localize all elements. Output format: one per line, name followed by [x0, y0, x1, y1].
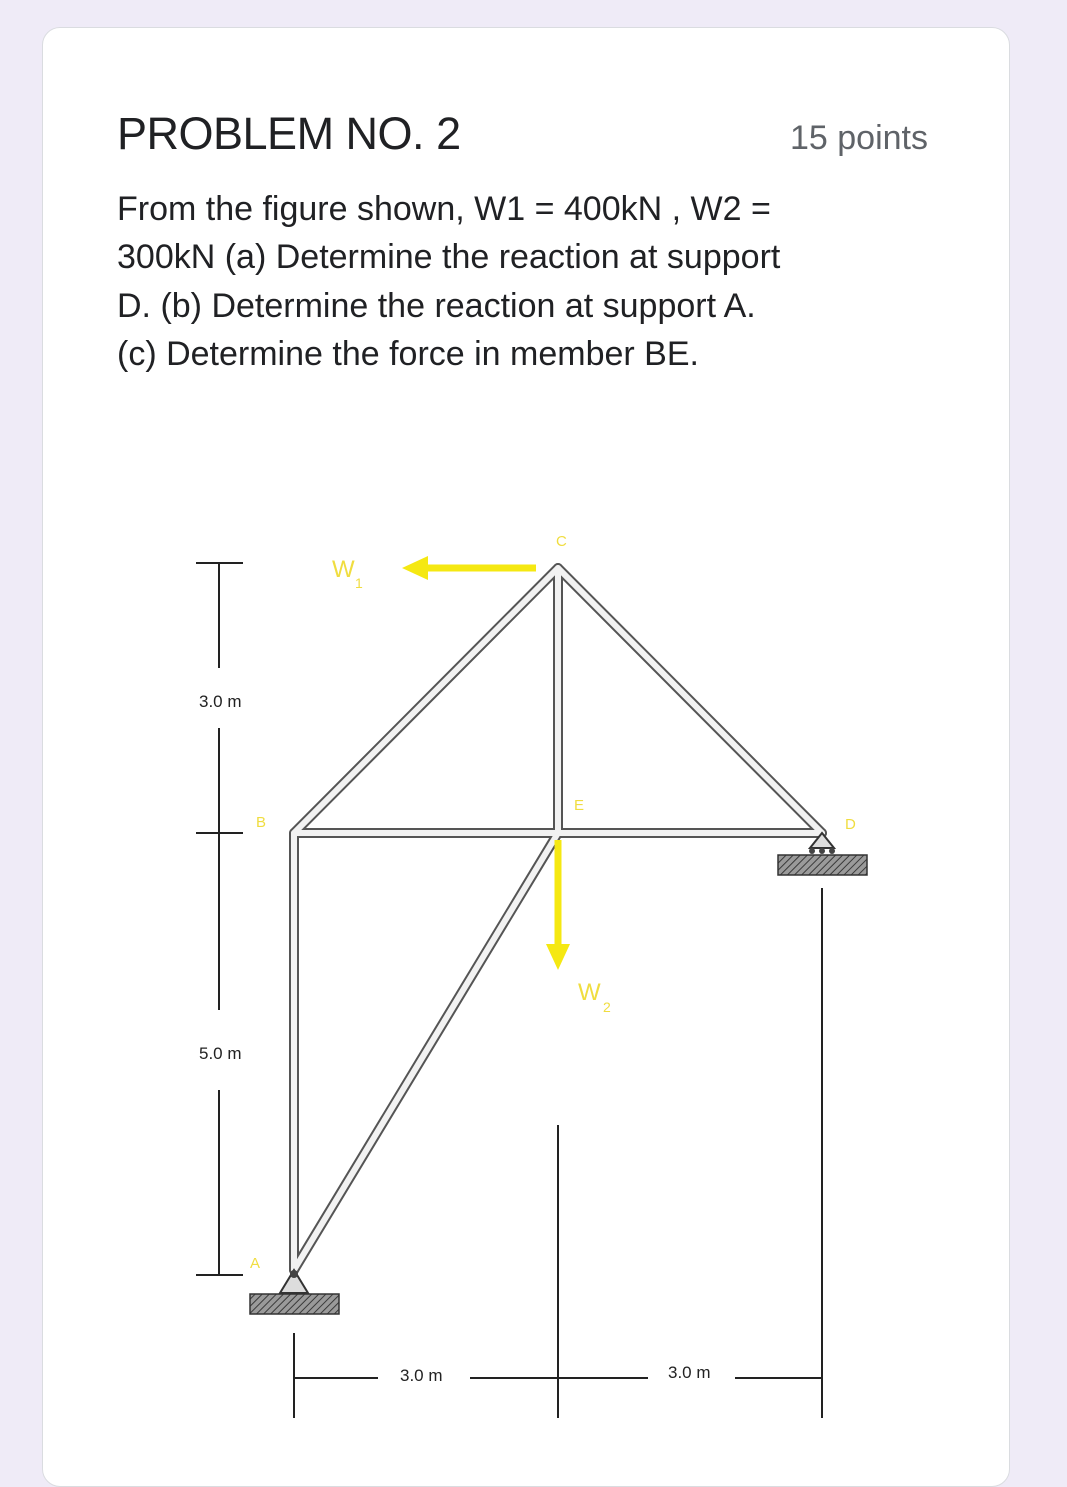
dim-height-top: 3.0 m: [199, 692, 242, 711]
node-a-label: A: [250, 1255, 261, 1272]
node-d-label: D: [845, 816, 856, 833]
dim-span-left: 3.0 m: [400, 1366, 443, 1385]
support-d: [778, 833, 867, 875]
question-title: PROBLEM NO. 2: [117, 108, 461, 159]
points-label: 15 points: [790, 119, 928, 157]
load-w1-subscript: 1: [355, 575, 363, 591]
node-c-label: C: [556, 533, 567, 550]
load-w1-letter: W: [332, 556, 355, 583]
dim-span-right: 3.0 m: [668, 1363, 711, 1382]
node-b-label: B: [256, 814, 267, 831]
load-w2-arrow: [546, 840, 570, 970]
dim-height-bottom: 5.0 m: [199, 1044, 242, 1063]
load-w1-arrow: [402, 556, 536, 580]
load-w2-subscript: 2: [603, 999, 611, 1015]
node-e-label: E: [574, 797, 585, 814]
support-a: [250, 1270, 339, 1314]
load-w2-letter: W: [578, 979, 601, 1006]
question-description: From the figure shown, W1 = 400kN , W2 = 300kN (a) Determine the reaction at support D. (b) Determine the reaction at support A. (c) Determine the force in member BE.: [117, 190, 781, 373]
vertical-dimension: [196, 563, 243, 1275]
